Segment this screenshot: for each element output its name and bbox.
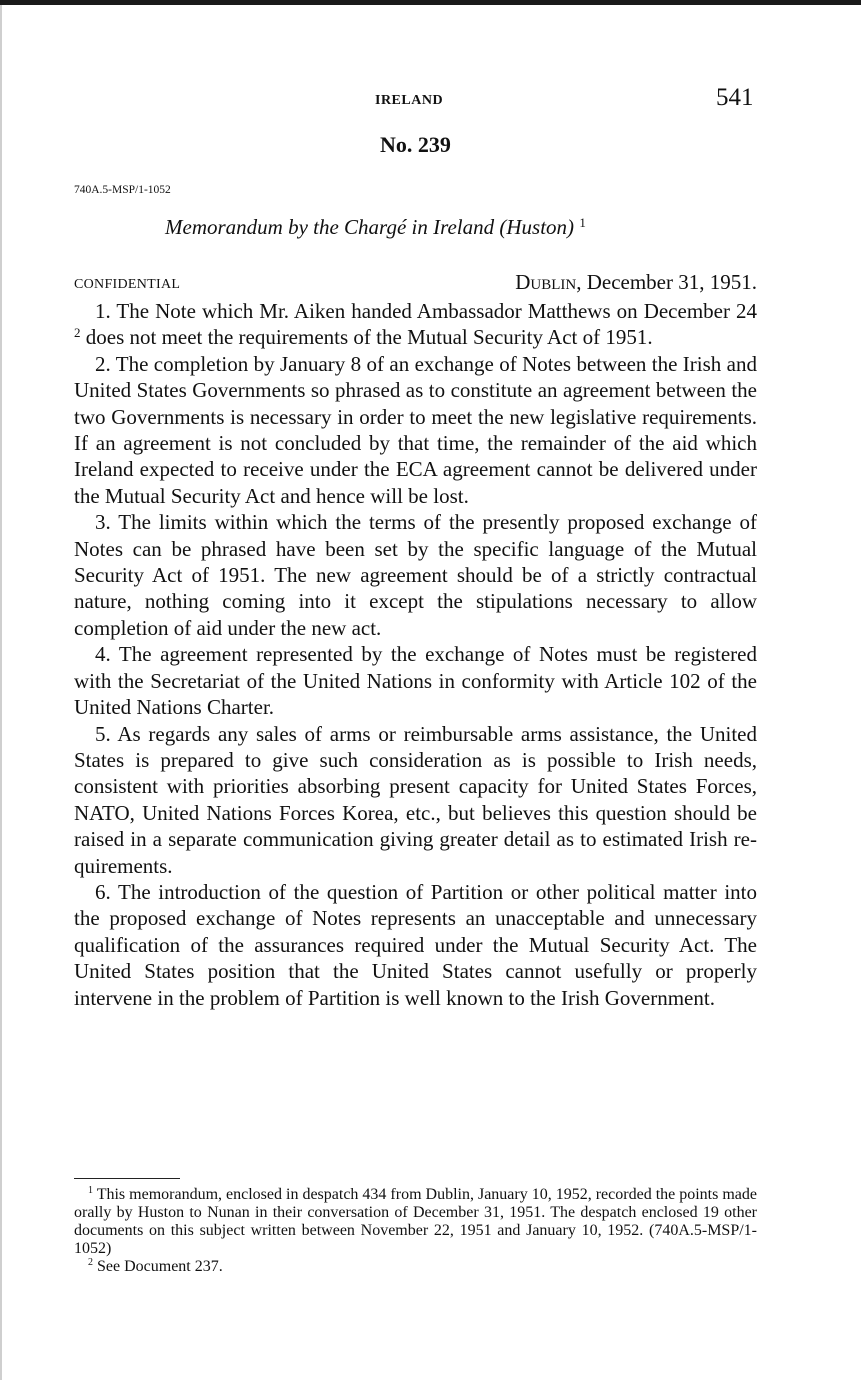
page-number: 541 (716, 84, 754, 111)
file-reference: 740A.5-MSP/1-1052 (74, 184, 171, 196)
document-title (165, 215, 586, 240)
footnote-1-text: This memorandum, enclosed in despatch 434 from Dublin, January 10, 1952, recorded the points made orally by Huston to Nunan in their conversation of December 31, 1951. The despatch enclosed 19 other documents on this subject written between November 22, 1951 and January 10, 1952. (740A.5-MSP/1-1052) (74, 1186, 757, 1257)
memorandum-body (74, 298, 757, 1011)
footnote-1 (74, 1186, 757, 1258)
footnote-1-mark: 1 (88, 1185, 93, 1196)
page-left-edge (0, 5, 2, 1380)
dateline (515, 270, 757, 295)
paragraph-3: 3. The limits within which the terms of the presently proposed exchange of Notes can be phrased have been set by the specific language of the Mutual Security Act of 1951. The new agreement should be of a strictly contractual nature, nothing coming into it except the stipulations necessary to allow completion of aid under the new act. (74, 510, 757, 640)
paragraph-6: 6. The introduction of the question of Partition or other political matter into the proposed exchange of Notes represents an unacceptable and unnecessary qualification of the assurances required under the Mutual Security Act. The United States position that the United States cannot usefully or properly intervene in the problem of Partition is well known to the Irish Government. (74, 879, 757, 1010)
paragraph-1-part-a: 1. The Note which Mr. Aiken handed Ambassador Matthews on December 24 (95, 299, 757, 323)
paragraph-1-part-b: does not meet the requirements of the Mutual Security Act of 1951. (80, 325, 653, 350)
paragraph-5: 5. As regards any sales of arms or reimbursable arms assistance, the United States is prepared to give such consideration as is possible to Irish needs, consistent with priorities absorbing present capacity for United States Forces, NATO, United Nations Forces Korea, etc., but believes this question should be raised in a separate communication giving greater detail as to estimated Irish requirements. (74, 721, 757, 878)
paragraph-1 (74, 298, 757, 351)
footnote-2 (74, 1258, 757, 1276)
dateline-date: , December 31, 1951. (576, 270, 757, 294)
footnotes (74, 1186, 757, 1276)
dateline-place: Dublin (515, 270, 577, 294)
document-title-text: Memorandum by the Chargé in Ireland (Huston) (165, 215, 575, 239)
page-top-edge (0, 0, 861, 5)
paragraph-4: 4. The agreement represented by the exchange of Notes must be registered with the Secretariat of the United Nations in conformity with Article 102 of the United Nations Charter. (74, 642, 757, 720)
footnote-ref-1: 1 (579, 215, 586, 230)
footnote-2-text: See Document 237. (93, 1258, 223, 1275)
running-head: IRELAND (375, 93, 444, 108)
classification-label: CONFIDENTIAL (74, 277, 181, 292)
footnote-rule (74, 1178, 180, 1179)
document-number: No. 239 (380, 132, 451, 157)
classification-line (74, 270, 757, 298)
paragraph-2: 2. The completion by January 8 of an exchange of Notes between the Irish and United States Governments so phrased as to constitute an agreement between the two Governments is necessary in order to meet the new legislative requirements. If an agreement is not concluded by that time, the remainder of the aid which Ireland expected to receive under the ECA agreement cannot be delivered under the Mutual Security Act and hence will be lost. (74, 351, 757, 508)
footnote-ref-2: 2 (74, 325, 81, 341)
footnote-2-mark: 2 (88, 1257, 93, 1268)
